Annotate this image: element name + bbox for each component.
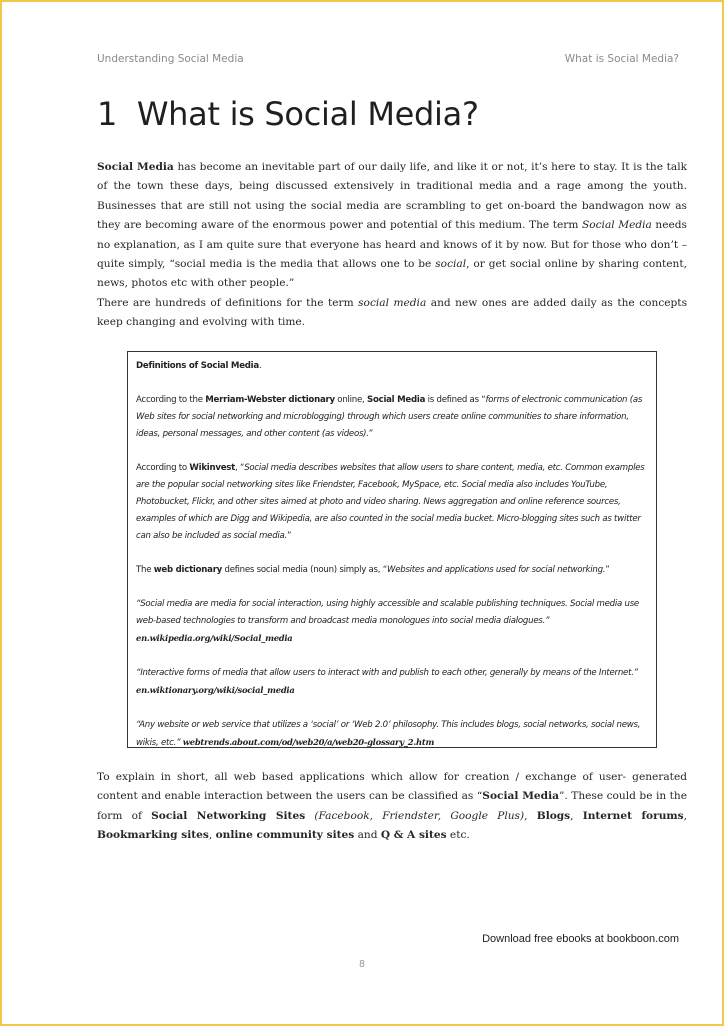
box-heading <box>136 358 648 375</box>
bold-term: online community sites <box>215 829 355 842</box>
bold-term: Social Media <box>367 395 426 405</box>
italic-term: (Facebook, Friendster, Google Plus) <box>305 809 525 822</box>
definition-webtrends <box>136 717 648 752</box>
text-run: According to the <box>136 395 206 405</box>
text-run: The <box>136 565 154 575</box>
box-heading-text: Definitions of Social Media <box>136 361 259 371</box>
paragraph-definitions-intro <box>97 294 687 333</box>
definition-web-dictionary <box>136 562 648 579</box>
text-run: . <box>258 361 262 371</box>
italic-term: Social Media <box>581 219 652 232</box>
definition-quote: forms of electronic communication (as Web sites for social networking and microblogging) through which users create online communities to share information, ideas, personal messages, and other content (as videos). <box>136 395 643 439</box>
text-run: , <box>570 809 583 822</box>
definition-wikipedia <box>136 596 648 648</box>
bold-term: Social Networking Sites <box>151 809 306 822</box>
text-run: has become an inevitable part of our daily life, and like it or not, it’s here to stay. It is the talk of the town these days, being discussed extensively in traditional media and a rage among the youth. Businesses that are still not using the social media are scrambling to get on-board the bandwagon now as they are becoming aware of the enormous power and potential of this medium. The term <box>97 161 688 232</box>
text-run: defines social media (noun) simply as, “ <box>222 565 387 575</box>
text-run: There are hundreds of definitions for the term <box>97 297 359 309</box>
paragraph-intro <box>97 158 687 294</box>
paragraph-summary <box>97 768 687 846</box>
header-book-title: Understanding Social Media <box>97 53 244 65</box>
bold-term: web dictionary <box>153 565 223 575</box>
bold-term: Wikinvest <box>189 463 236 473</box>
text-run: ” <box>287 531 292 541</box>
text-run: , or get social online by sharing content, news, photos etc with other people.” <box>97 258 687 290</box>
text-run: , “ <box>235 463 245 473</box>
definition-quote: “Interactive forms of media that allow users to interact with and publish to each other, generally by means of the Internet.” <box>136 668 638 678</box>
definition-quote: “Any website or web service that utilizes a ‘social’ or ‘Web 2.0’ philosophy. This includes blogs, social networks, social news, wikis, etc.” <box>136 720 641 748</box>
chapter-title-text: What is Social Media? <box>136 95 479 133</box>
text-run: , <box>524 809 537 822</box>
text-run: and new ones are added daily as the concepts keep changing and evolving with time. <box>97 297 688 329</box>
source-citation: en.wikipedia.org/wiki/Social_media <box>136 633 293 643</box>
text-run: ” <box>368 429 373 439</box>
definition-wikinvest <box>136 460 648 545</box>
definition-quote: “Social media are media for social interaction, using highly accessible and scalable publishing techniques. Social media use web-based technologies to transform and broadcast media monologues into social media dialogues.” <box>136 599 639 626</box>
text-run: ” <box>605 565 610 575</box>
chapter-title <box>97 95 479 133</box>
definition-quote: Social media describes websites that allow users to share content, media, etc. Common examples are the popular social networking sites like Friendster, Facebook, MySpace, etc. Social media also includes YouTube, Photobucket, Flickr, and other sites aimed at photo and video sharing. News aggregation and online reference sources, examples of which are Digg and Wikipedia, are also counted in the social media bucket. Micro-blogging sites such as twitter can also be included as social media. <box>136 463 645 541</box>
header-chapter-title: What is Social Media? <box>564 53 679 65</box>
text-run: etc. <box>446 829 470 842</box>
chapter-number: 1 <box>97 95 118 133</box>
text-run: , <box>208 829 216 842</box>
text-run: online, <box>334 395 367 405</box>
bold-term: Social Media <box>482 790 559 803</box>
text-run: and <box>354 829 381 842</box>
definitions-box <box>127 351 657 748</box>
download-ebooks-link[interactable]: Download free ebooks at bookboon.com <box>482 933 679 945</box>
page-number: 8 <box>358 959 366 970</box>
bold-term: Merriam-Webster dictionary <box>205 395 335 405</box>
source-citation: webtrends.about.com/od/web20/a/web20-glossary_2.htm <box>182 737 435 747</box>
definition-quote: Websites and applications used for social networking. <box>386 565 606 575</box>
text-run: needs no explanation, as I am quite sure that everyone has heard and knows of it by now. But for those who don’t – quite simply, “social media is the media that allows one to be <box>97 219 687 271</box>
text-run: ”. These could be in the form of <box>97 790 688 822</box>
text-run: is defined as “ <box>425 395 486 405</box>
italic-term: social media <box>358 297 427 309</box>
bold-term: Blogs <box>536 809 571 822</box>
source-citation: en.wiktionary.org/wiki/social_media <box>136 685 295 695</box>
text-run: To explain in short, all web based applications which allow for creation / exchange of user- generated content and enable interaction between the users can be classified as “ <box>97 771 687 803</box>
text-run: , <box>683 809 687 822</box>
bold-term: Internet forums <box>582 809 684 822</box>
bold-term: Bookmarking sites <box>97 829 209 842</box>
definition-merriam-webster <box>136 392 648 443</box>
italic-term: social <box>435 258 467 271</box>
lead-term: Social Media <box>97 161 174 173</box>
bold-term: Q & A sites <box>380 829 447 842</box>
definition-wiktionary <box>136 665 648 700</box>
running-header <box>97 53 679 65</box>
text-run: According to <box>136 463 190 473</box>
